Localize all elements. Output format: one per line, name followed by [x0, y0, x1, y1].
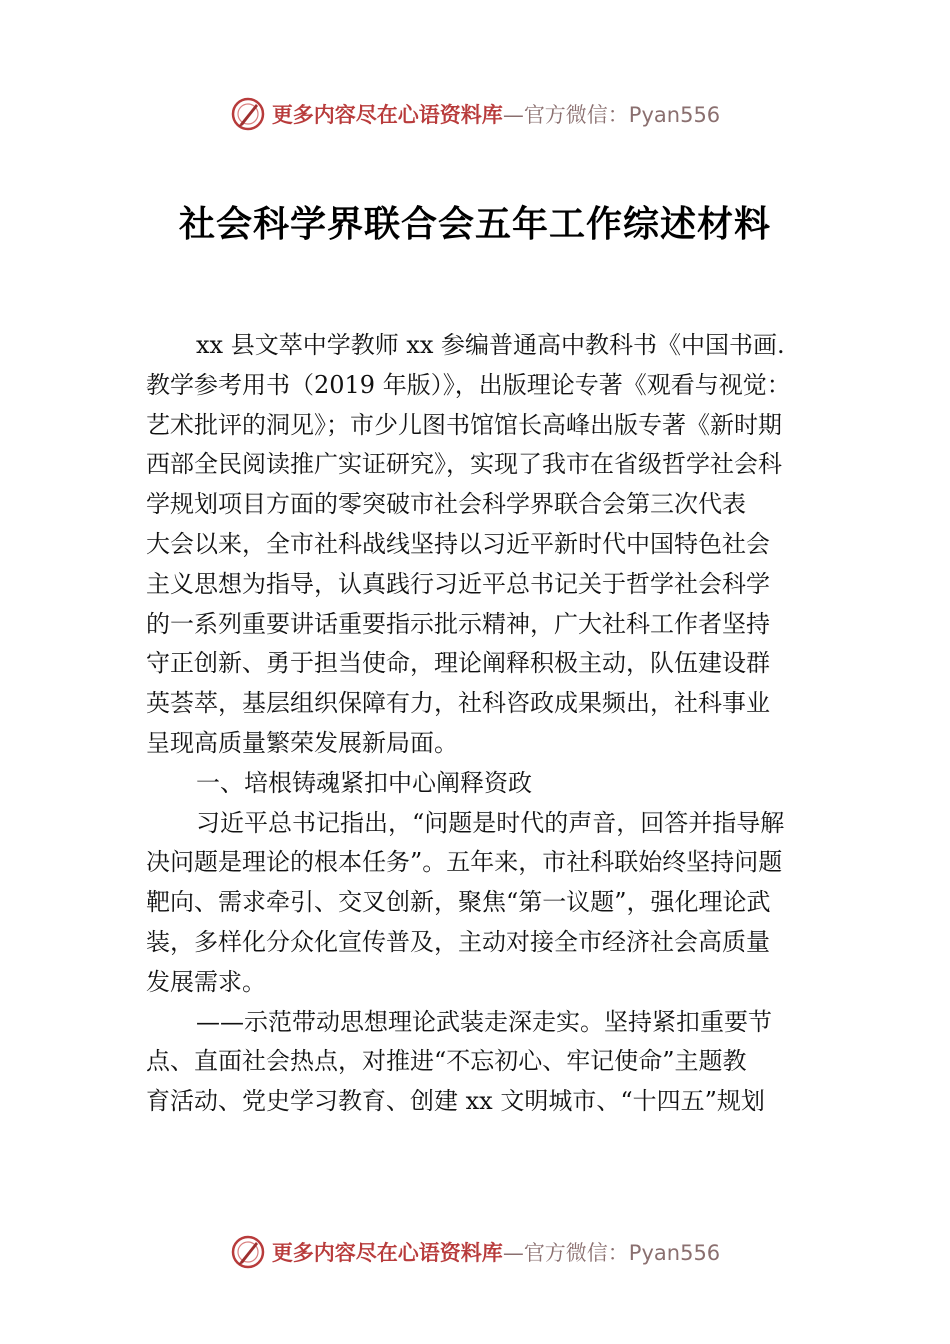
body-line: 艺术批评的洞见》；市少儿图书馆馆长高峰出版专著《新时期 [146, 410, 782, 439]
document-body [146, 326, 810, 1122]
footer-banner [0, 1230, 950, 1274]
body-line: 呈现高质量繁荣发展新局面。 [146, 728, 458, 757]
body-line: ——示范带动思想理论武装走深走实。坚持紧扣重要节 [196, 1007, 772, 1036]
body-line: 习近平总书记指出，“问题是时代的声音，回答并指导解 [196, 808, 785, 837]
banner-text: 更多内容尽在心语资料库—官方微信：Pyan556 [271, 1240, 721, 1265]
body-line: 靶向、需求牵引、交叉创新，聚焦“第一议题”，强化理论武 [146, 888, 771, 917]
body-line: 决问题是理论的根本任务”。五年来，市社科联始终坚持问题 [146, 848, 783, 877]
body-line: 西部全民阅读推广实证研究》，实现了我市在省级哲学社会科 [146, 450, 782, 479]
quill-logo-icon [230, 96, 266, 132]
body-line: 英荟萃，基层组织保障有力，社科咨政成果频出，社科事业 [146, 689, 770, 718]
document-title: 社会科学界联合会五年工作综述材料 [178, 203, 771, 245]
section-heading: 一、培根铸魂紧扣中心阐释资政 [196, 768, 532, 797]
body-line: 点、直面社会热点，对推进“不忘初心、牢记使命”主题教 [146, 1047, 747, 1076]
body-line: 装，多样化分众化宣传普及，主动对接全市经济社会高质量 [146, 927, 770, 956]
header-banner [0, 92, 950, 136]
body-line: 学规划项目方面的零突破市社会科学界联合会第三次代表 [146, 490, 746, 519]
banner-text: 更多内容尽在心语资料库—官方微信：Pyan556 [271, 102, 721, 127]
body-line: 育活动、党史学习教育、创建 xx 文明城市、“十四五”规划 [146, 1087, 765, 1116]
body-line: 守正创新、勇于担当使命，理论阐释积极主动，队伍建设群 [146, 649, 770, 678]
body-line: xx 县文萃中学教师 xx 参编普通高中教科书《中国书画. [196, 331, 785, 359]
body-line: 主义思想为指导，认真践行习近平总书记关于哲学社会科学 [146, 569, 770, 598]
body-line: 教学参考用书（2019 年版）》，出版理论专著《观看与视觉： [146, 370, 791, 399]
body-line: 发展需求。 [146, 967, 266, 996]
body-line: 大会以来，全市社科战线坚持以习近平新时代中国特色社会 [146, 529, 770, 558]
body-line: 的一系列重要讲话重要指示批示精神，广大社科工作者坚持 [146, 609, 770, 638]
quill-logo-icon [230, 1234, 266, 1270]
